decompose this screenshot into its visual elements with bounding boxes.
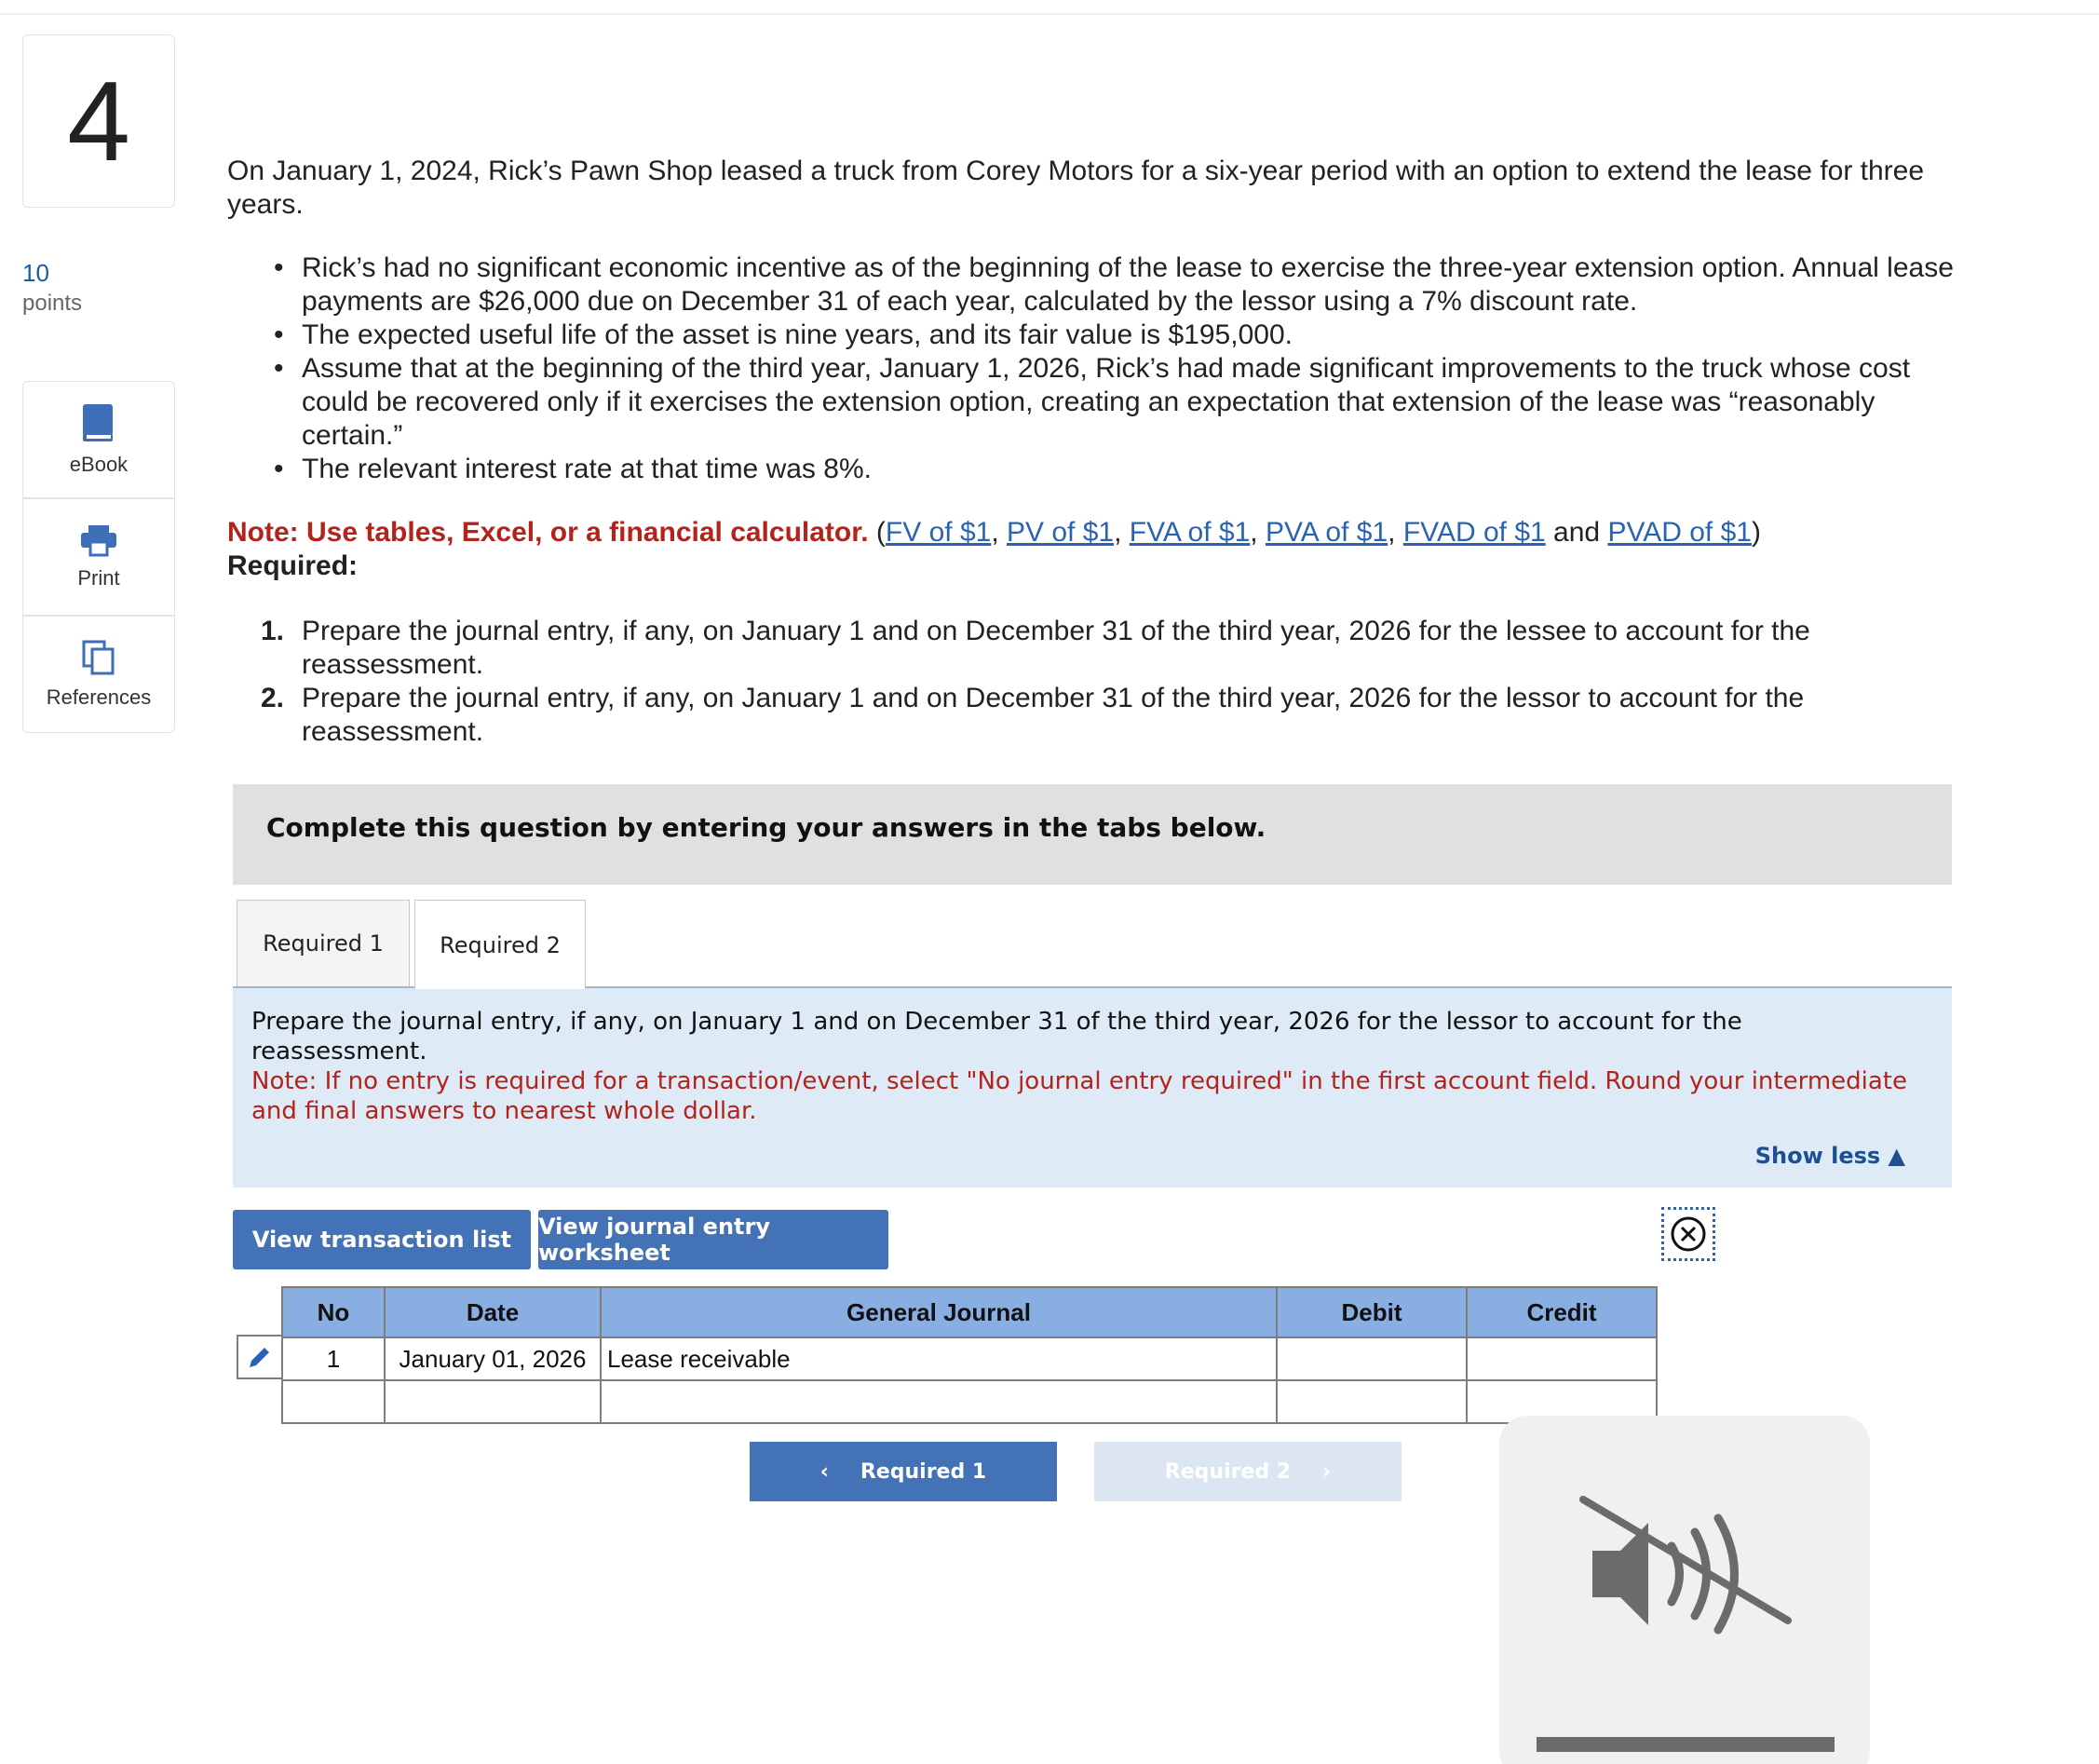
cell-no: 1	[282, 1337, 385, 1380]
header-credit: Credit	[1467, 1287, 1657, 1337]
link-fva-of-1[interactable]: FVA of $1	[1129, 517, 1251, 548]
link-pva-of-1[interactable]: PVA of $1	[1265, 517, 1388, 548]
cell-debit	[1277, 1337, 1467, 1380]
close-button[interactable]	[1661, 1207, 1715, 1261]
table-row	[282, 1380, 1657, 1423]
instructions-note: Note: If no entry is required for a transaction/event, select "No journal entry required" in the first account field. Round your intermediate and final answers to nearest whole dollar.	[251, 1067, 1907, 1125]
cell-no	[282, 1380, 385, 1423]
bullet-item: • The relevant interest rate at that time was 8%.	[274, 453, 1978, 486]
table-row	[282, 1337, 1657, 1380]
instructions-panel	[233, 988, 1952, 1187]
instructions-main: Prepare the journal entry, if any, on January 1 and on December 31 of the third year, 2026 for the lessor to account for the reassessment.	[251, 1008, 1742, 1065]
cell-credit	[1467, 1337, 1657, 1380]
chevron-left-icon: ‹	[819, 1459, 829, 1484]
note-and: and	[1553, 517, 1601, 548]
complete-question-text: Complete this question by entering your answers in the tabs below.	[266, 812, 1266, 843]
cell-date	[385, 1380, 601, 1423]
bullet-item: • Assume that at the beginning of the third year, January 1, 2026, Rick’s had made significant improvements to the truck whose cost could be recovered only if it exercises the extension option, creating an expectation that extension of the lease was “reasonably certain.”	[274, 352, 1978, 453]
bullet-item: • Rick’s had no significant economic incentive as of the beginning of the lease to exercise the three-year extension option. Annual lease payments are $26,000 due on December 31 of each year, calculated by the lessor using a 7% discount rate.	[274, 251, 1978, 319]
book-icon	[81, 402, 116, 443]
note-red-text: Note: Use tables, Excel, or a financial calculator.	[227, 517, 869, 548]
top-divider	[0, 13, 2099, 15]
prev-label: Required 1	[860, 1459, 987, 1484]
view-transaction-list-button[interactable]: View transaction list	[233, 1210, 531, 1269]
header-debit: Debit	[1277, 1287, 1467, 1337]
question-intro: On January 1, 2024, Rick’s Pawn Shop leased a truck from Corey Motors for a six-year period with an option to extend the lease for three years.	[227, 156, 1925, 220]
requirement-number: 1.	[261, 616, 285, 646]
copy-icon	[81, 639, 116, 676]
requirement-item	[261, 615, 1900, 682]
question-bullets	[274, 251, 1978, 486]
question-number-box	[22, 34, 175, 208]
question-number: 4	[67, 58, 130, 184]
triangle-up-icon: ▲	[1880, 1143, 1905, 1169]
media-progress-bar[interactable]	[1537, 1737, 1835, 1752]
points-value: 10	[22, 259, 49, 287]
journal-table	[281, 1286, 1658, 1424]
requirement-item	[261, 682, 1900, 749]
mute-icon	[1574, 1481, 1816, 1667]
references-label: References	[46, 685, 152, 709]
link-pv-of-1[interactable]: PV of $1	[1007, 517, 1115, 548]
bullet-item: • The expected useful life of the asset is nine years, and its fair value is $195,000.	[274, 319, 1978, 352]
next-label: Required 2	[1164, 1459, 1292, 1484]
media-player-overlay[interactable]	[1499, 1416, 1870, 1764]
header-date: Date	[385, 1287, 601, 1337]
requirements-list	[261, 615, 1900, 749]
cell-date: January 01, 2026	[385, 1337, 601, 1380]
references-button[interactable]	[22, 616, 175, 733]
tab-required-1[interactable]: Required 1	[237, 900, 410, 987]
printer-icon	[79, 523, 118, 557]
ebook-label: eBook	[69, 453, 129, 476]
next-required-button[interactable]	[1094, 1442, 1402, 1501]
tab-required-2[interactable]: Required 2	[414, 900, 586, 989]
requirement-number: 2.	[261, 683, 285, 713]
cell-account: Lease receivable	[601, 1337, 1277, 1380]
required-heading: Required:	[227, 550, 359, 581]
chevron-right-icon: ›	[1322, 1459, 1332, 1484]
cell-debit	[1277, 1380, 1467, 1423]
requirement-text: Prepare the journal entry, if any, on January 1 and on December 31 of the third year, 2026 for the lessor to account for the reassessment.	[302, 683, 1805, 747]
link-pvad-of-1[interactable]: PVAD of $1	[1607, 517, 1752, 548]
complete-question-bar	[233, 784, 1952, 885]
print-label: Print	[77, 566, 120, 590]
requirement-text: Prepare the journal entry, if any, on January 1 and on December 31 of the third year, 2026 for the lessee to account for the reassessment.	[302, 616, 1810, 680]
points-label: points	[22, 291, 83, 316]
header-no: No	[282, 1287, 385, 1337]
cell-account	[601, 1380, 1277, 1423]
print-button[interactable]	[22, 498, 175, 616]
view-journal-entry-worksheet-button[interactable]: View journal entry worksheet	[538, 1210, 888, 1269]
edit-entry-button[interactable]	[237, 1335, 281, 1379]
show-less-label: Show less	[1754, 1143, 1881, 1169]
header-general-journal: General Journal	[601, 1287, 1277, 1337]
link-fv-of-1[interactable]: FV of $1	[885, 517, 992, 548]
ebook-button[interactable]	[22, 381, 175, 498]
show-less-toggle[interactable]	[1755, 1143, 1905, 1169]
journal-header-row	[282, 1287, 1657, 1337]
pencil-icon	[246, 1343, 274, 1371]
link-fvad-of-1[interactable]: FVAD of $1	[1402, 517, 1546, 548]
note-line: Note: Use tables, Excel, or a financial calculator. (FV of $1, PV of $1, FVA of $1, PVA of $1, FVAD of $1 and PVAD of $1)	[227, 517, 1761, 548]
prev-required-button[interactable]	[750, 1442, 1057, 1501]
close-circle-icon	[1670, 1215, 1707, 1253]
